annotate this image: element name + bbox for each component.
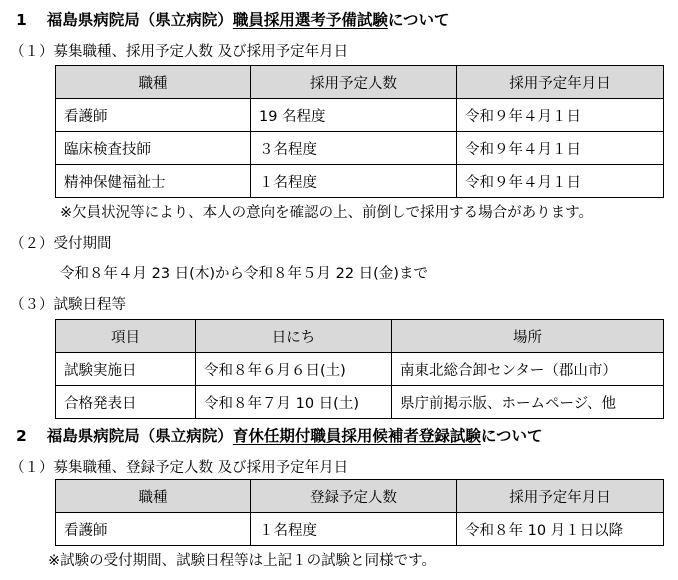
section2-note: ※試験の受付期間、試験日程等は上記１の試験と同様です。 (48, 553, 436, 569)
table-cell: 令和８年 10 月１日以降 (457, 513, 664, 546)
table-header: 職種 (56, 66, 251, 99)
table-cell: １名程度 (251, 165, 457, 198)
table-header-row (56, 480, 664, 513)
table-header: 採用予定年月日 (457, 480, 664, 513)
table-cell: 令和９年４月１日 (457, 165, 664, 198)
section2-title: 福島県病院局（県立病院） (46, 427, 233, 445)
section2-subheading-1: （１）募集職種、登録予定人数 及び採用予定年月日 (10, 460, 349, 476)
table-cell: 令和８年７月 10 日(土) (196, 386, 392, 419)
section1-subheading-1: （１）募集職種、採用予定人数 及び採用予定年月日 (10, 44, 349, 60)
table-cell: 看護師 (56, 513, 251, 546)
table-header: 項目 (56, 320, 196, 353)
table-header: 採用予定人数 (251, 66, 457, 99)
section2-title-underlined: 育休任期付職員採用候補者登録試験 (232, 427, 481, 445)
table-header: 場所 (392, 320, 664, 353)
section1-title-underlined: 職員採用選考予備試験 (232, 11, 388, 29)
section1-title-suffix: について (387, 11, 450, 29)
section1-note: ※欠員状況等により、本人の意向を確認の上、前倒しで採用する場合があります。 (60, 205, 593, 221)
table-cell: 19 名程度 (251, 99, 457, 132)
section1-subheading-3: （３）試験日程等 (10, 297, 126, 313)
table-row (56, 513, 664, 546)
table-cell: 試験実施日 (56, 353, 196, 386)
table-row (56, 353, 664, 386)
table-row (56, 132, 664, 165)
section1-number: 1 (16, 11, 27, 29)
table-header: 採用予定年月日 (457, 66, 664, 99)
table-cell: 令和９年４月１日 (457, 99, 664, 132)
table-header-row (56, 66, 664, 99)
table-header: 登録予定人数 (251, 480, 457, 513)
table-header: 職種 (56, 480, 251, 513)
table-cell: ３名程度 (251, 132, 457, 165)
section1-heading (16, 8, 450, 30)
section2-title-suffix: について (480, 427, 543, 445)
registration-table (55, 479, 664, 546)
section1-subheading-2: （２）受付期間 (10, 236, 112, 252)
table-cell: 臨床検査技師 (56, 132, 251, 165)
table-cell: 合格発表日 (56, 386, 196, 419)
schedule-table (55, 319, 664, 419)
table-row (56, 99, 664, 132)
table-cell: 令和８年６月６日(土) (196, 353, 392, 386)
application-period: 令和８年４月 23 日(木)から令和８年５月 22 日(金)まで (60, 266, 428, 282)
section1-title: 福島県病院局（県立病院） (46, 11, 233, 29)
table-row (56, 386, 664, 419)
table-cell: 看護師 (56, 99, 251, 132)
table-cell: 南東北総合卸センター（郡山市） (392, 353, 664, 386)
table-row (56, 165, 664, 198)
table-cell: １名程度 (251, 513, 457, 546)
table-cell: 令和９年４月１日 (457, 132, 664, 165)
section2-heading (16, 424, 543, 446)
table-header-row (56, 320, 664, 353)
section2-number: 2 (16, 427, 27, 445)
table-cell: 精神保健福祉士 (56, 165, 251, 198)
table-cell: 県庁前掲示版、ホームページ、他 (392, 386, 664, 419)
table-header: 日にち (196, 320, 392, 353)
recruitment-table (55, 65, 664, 198)
